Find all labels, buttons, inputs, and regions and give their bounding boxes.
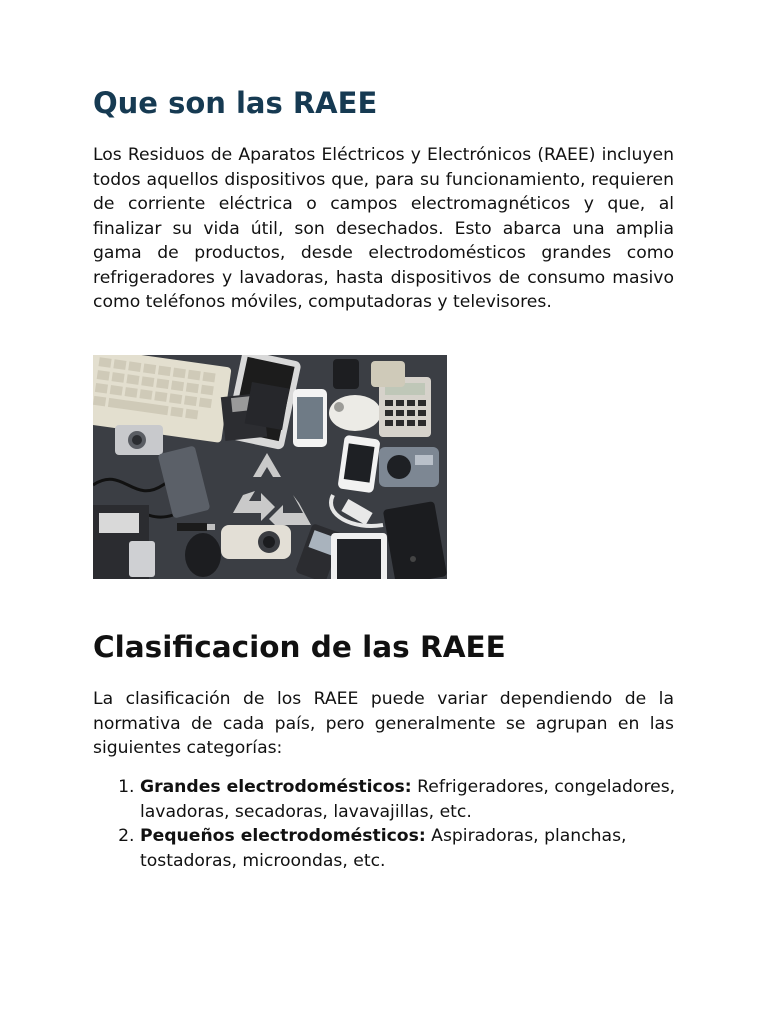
compact-camera-icon	[221, 525, 291, 559]
classification-paragraph: La clasificación de los RAEE puede variar dependiendo de la normativa de cada país, pero generalmente se agrupan en las siguientes categorías:	[93, 689, 674, 758]
old-phone-icon	[129, 541, 155, 577]
digital-camera-icon	[115, 425, 163, 455]
film-camera-icon	[379, 447, 439, 487]
white-phone-icon	[293, 389, 327, 447]
list-item	[140, 824, 680, 873]
category-list	[93, 775, 680, 873]
tablet-icon	[331, 533, 387, 579]
category-text: Aspiradoras, planchas, tostadoras, microondas, etc.	[140, 826, 627, 871]
e-waste-illustration	[93, 355, 447, 579]
list-item	[140, 775, 680, 824]
category-text: Refrigeradores, congeladores, lavadoras, secadoras, lavavajillas, etc.	[140, 777, 676, 822]
category-title: Grandes electrodomésticos:	[140, 777, 412, 797]
usb-stick-icon	[177, 523, 215, 531]
mouse-icon	[329, 395, 381, 431]
dark-mouse-icon	[185, 533, 221, 577]
e-waste-photo	[93, 355, 447, 579]
small-phone-icon	[337, 435, 380, 493]
section-heading-clasificacion: Clasificacion de las RAEE	[93, 630, 506, 664]
category-title: Pequeños electrodomésticos:	[140, 826, 426, 846]
intro-paragraph: Los Residuos de Aparatos Eléctricos y Electrónicos (RAEE) incluyen todos aquellos dispositivos que, para su funcionamiento, requieren de corriente eléctrica o campos electromagnéticos y que, al finalizar su vida útil, son desechados. Esto abarca una amplia gama de productos, desde electrodomésticos grandes como refrigeradores y lavadoras, hasta dispositivos de consumo masivo como teléfonos móviles, computadoras y televisores.	[93, 145, 674, 312]
section-heading-que-son: Que son las RAEE	[93, 86, 378, 120]
